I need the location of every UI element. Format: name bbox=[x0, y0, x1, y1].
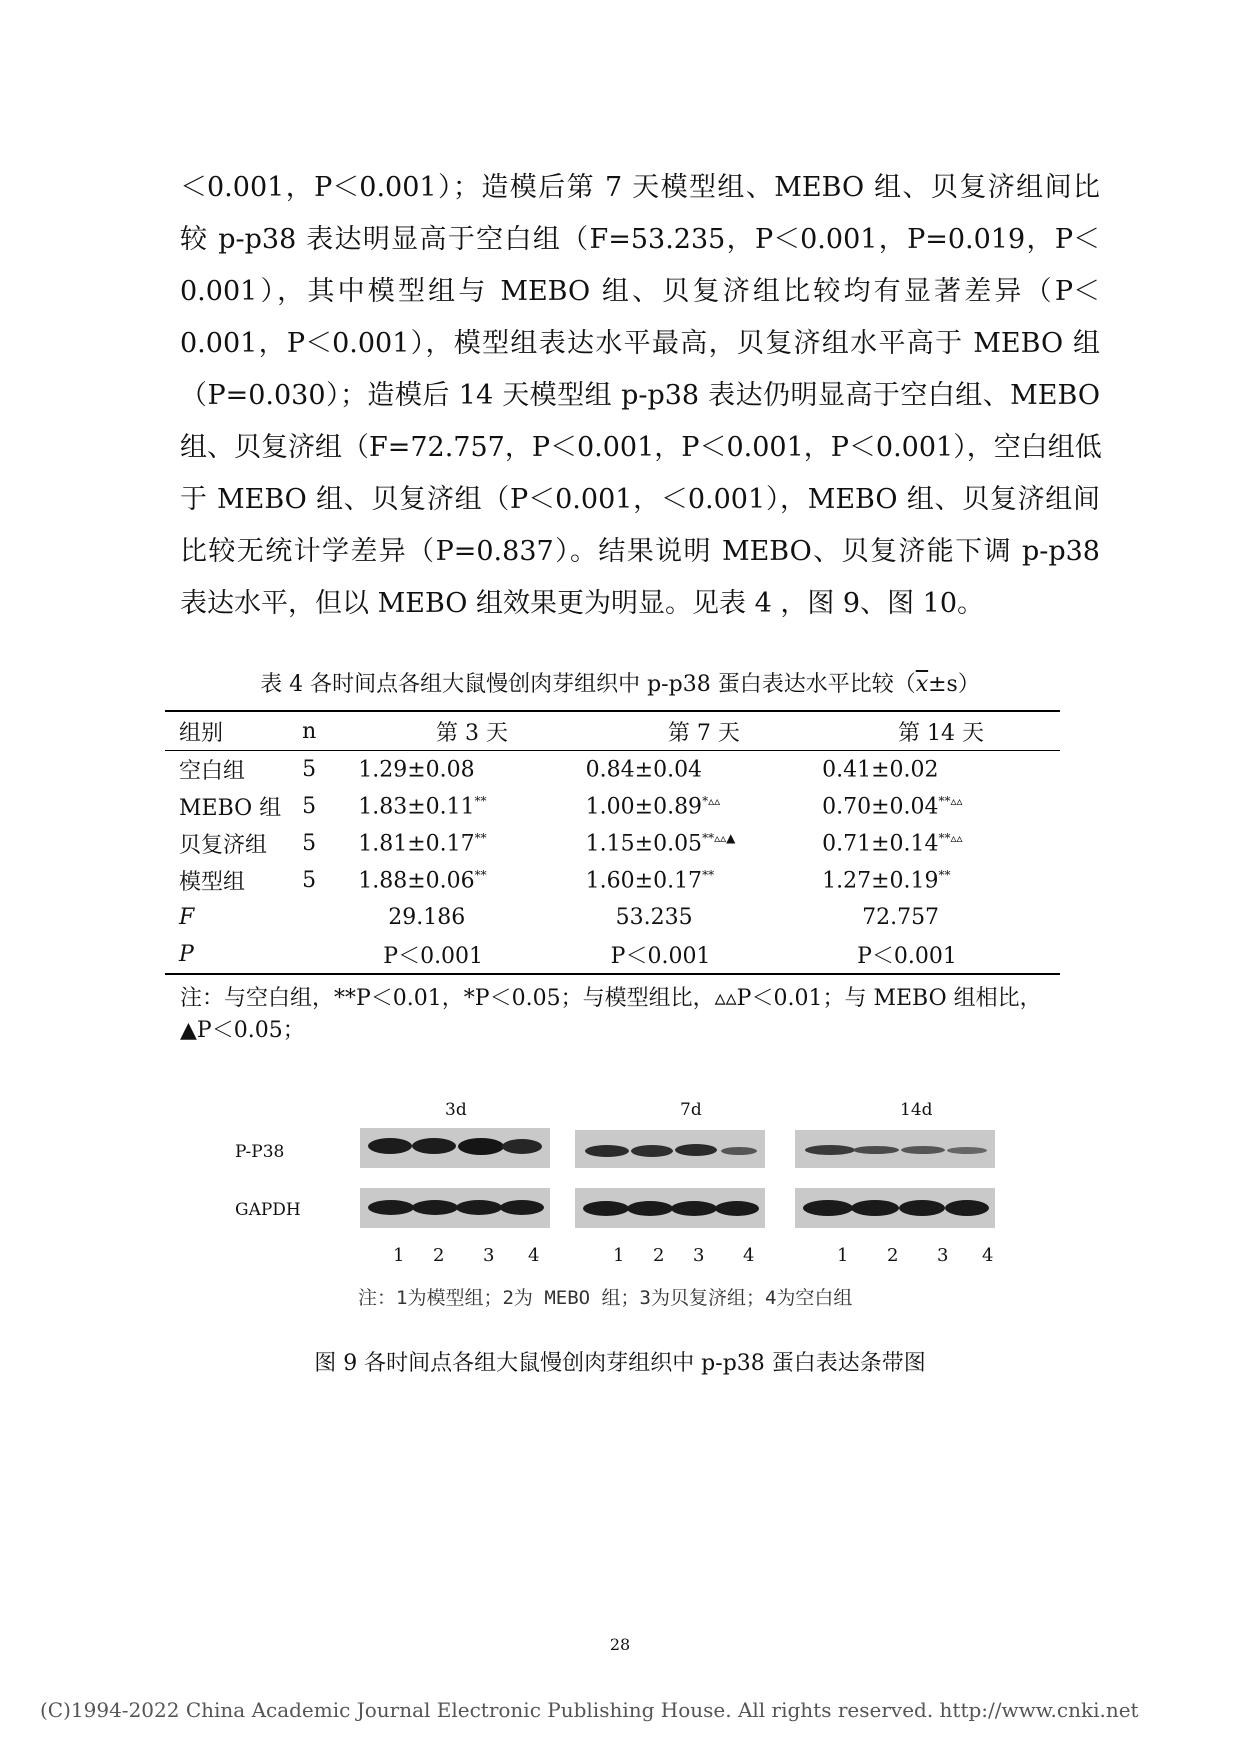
cell-day14 bbox=[822, 862, 1060, 899]
cell-value: 0.70±0.04 bbox=[822, 794, 939, 820]
blot-band bbox=[456, 1200, 502, 1215]
header-day3: 第 3 天 bbox=[435, 720, 508, 746]
cell-day3 bbox=[358, 788, 585, 825]
cell-day14 bbox=[822, 788, 1060, 825]
significance-mark: *▵▵ bbox=[702, 793, 721, 808]
cell-day7 bbox=[586, 751, 822, 789]
lane-number: 3 bbox=[937, 1245, 949, 1266]
row-label-gapdh: GAPDH bbox=[235, 1200, 301, 1220]
data-table bbox=[165, 710, 1060, 975]
cell-empty bbox=[302, 899, 358, 936]
lane-number: 1 bbox=[837, 1245, 849, 1266]
time-label-14d: 14d bbox=[900, 1100, 933, 1120]
blot-band bbox=[583, 1201, 629, 1216]
blot-band bbox=[368, 1138, 412, 1154]
header-n: n bbox=[302, 718, 317, 744]
cell-f-day14: 72.757 bbox=[862, 905, 940, 930]
table-header-row bbox=[165, 711, 1060, 751]
cell-f-day7: 53.235 bbox=[615, 905, 693, 930]
blot-band bbox=[853, 1146, 899, 1154]
significance-mark: **▵▵ bbox=[938, 793, 963, 808]
cell-day14 bbox=[822, 751, 1060, 789]
blot-panel-gapdh-14d bbox=[795, 1188, 995, 1228]
blot-panel-pp38-3d bbox=[360, 1128, 550, 1168]
significance-mark: ** bbox=[702, 867, 715, 882]
blot-band bbox=[675, 1144, 717, 1156]
significance-mark: ** bbox=[474, 867, 487, 882]
time-label-7d: 7d bbox=[680, 1100, 702, 1120]
table-note-line: 注：与空白组，**P＜0.01，*P＜0.05；与模型组比，▵▵P＜0.01；与 MEBO 组相比， bbox=[180, 986, 1042, 1011]
paragraph-line: 于 MEBO 组、贝复济组（P＜0.001，＜0.001），MEBO 组、贝复济组间 bbox=[180, 484, 1100, 515]
significance-mark: ** bbox=[474, 793, 487, 808]
table-row-p bbox=[165, 936, 1060, 974]
cell-day14 bbox=[822, 825, 1060, 862]
table-row bbox=[165, 788, 1060, 825]
blot-band bbox=[715, 1201, 759, 1216]
paragraph-line: 组、贝复济组（F=72.757，P＜0.001，P＜0.001，P＜0.001），空白组低 bbox=[180, 432, 1102, 463]
lane-number: 1 bbox=[613, 1245, 625, 1266]
paragraph-line: 表达水平，但以 MEBO 组效果更为明显。见表 4 ，图 9、图 10。 bbox=[180, 588, 985, 619]
table-row bbox=[165, 751, 1060, 789]
table-row bbox=[165, 862, 1060, 899]
paragraph-line: ＜0.001，P＜0.001）；造模后第 7 天模型组、MEBO 组、贝复济组间比 bbox=[180, 172, 1100, 203]
cell-f-day3: 29.186 bbox=[388, 905, 466, 930]
blot-panel-gapdh-3d bbox=[360, 1188, 550, 1228]
cell-value: 0.71±0.14 bbox=[822, 831, 939, 857]
cell-day7 bbox=[586, 862, 822, 899]
significance-mark: **▵▵ bbox=[938, 830, 963, 845]
table-caption-xbar: $\overline{x}$ bbox=[915, 672, 929, 697]
data-table-wrapper bbox=[165, 710, 1060, 975]
significance-mark: **▵▵▲ bbox=[702, 830, 736, 845]
cell-value: 1.81±0.17 bbox=[358, 831, 475, 857]
blot-band bbox=[947, 1147, 987, 1154]
lane-number: 2 bbox=[433, 1245, 445, 1266]
table-row-f bbox=[165, 899, 1060, 936]
blot-band bbox=[803, 1200, 853, 1216]
blot-band bbox=[412, 1138, 456, 1154]
row-label-pp38: P-P38 bbox=[235, 1142, 285, 1162]
cell-group: 贝复济组 bbox=[179, 833, 268, 858]
cell-n: 5 bbox=[302, 757, 317, 782]
cell-n: 5 bbox=[302, 868, 317, 893]
cell-group: MEBO 组 bbox=[179, 796, 282, 821]
header-group: 组别 bbox=[179, 720, 224, 746]
table-note-line: ▲P＜0.05； bbox=[180, 1018, 305, 1043]
cell-p-day7: P＜0.001 bbox=[610, 944, 711, 969]
lane-number: 4 bbox=[743, 1245, 755, 1266]
cell-value: 0.41±0.02 bbox=[822, 757, 939, 783]
body-paragraph bbox=[180, 162, 1100, 630]
table-row bbox=[165, 825, 1060, 862]
paragraph-line: （P=0.030）；造模后 14 天模型组 p-p38 表达仍明显高于空白组、MEBO bbox=[180, 380, 1100, 411]
cell-value: 1.83±0.11 bbox=[358, 794, 475, 820]
blot-panel-pp38-14d bbox=[795, 1130, 995, 1168]
header-day7: 第 7 天 bbox=[667, 720, 740, 746]
blot-panel-pp38-7d bbox=[575, 1130, 765, 1168]
cell-value: 1.29±0.08 bbox=[358, 757, 475, 783]
cell-value: 1.88±0.06 bbox=[358, 868, 475, 894]
blot-band bbox=[631, 1145, 673, 1157]
cell-day7 bbox=[586, 788, 822, 825]
table-caption-suffix: ±s） bbox=[928, 672, 980, 697]
cell-value: 1.00±0.89 bbox=[585, 794, 703, 820]
cell-value: 1.27±0.19 bbox=[822, 868, 939, 894]
lane-number: 4 bbox=[528, 1245, 540, 1266]
significance-mark: ** bbox=[474, 830, 487, 845]
cell-f-label: F bbox=[179, 905, 195, 930]
cell-day3 bbox=[358, 825, 585, 862]
lane-number: 2 bbox=[653, 1245, 665, 1266]
figure-note: 注：1为模型组；2为 MEBO 组；3为贝复济组；4为空白组 bbox=[358, 1287, 853, 1309]
blot-band bbox=[502, 1139, 542, 1154]
cell-value: 0.84±0.04 bbox=[585, 757, 703, 783]
cell-p-day14: P＜0.001 bbox=[857, 944, 957, 969]
cell-day3 bbox=[358, 751, 585, 789]
cell-p-day3: P＜0.001 bbox=[383, 944, 484, 969]
paragraph-line: 较 p-p38 表达明显高于空白组（F=53.235，P＜0.001，P=0.019，P＜ bbox=[180, 224, 1100, 255]
blot-band bbox=[458, 1138, 504, 1155]
copyright-footer: (C)1994-2022 China Academic Journal Electronic Publishing House. All rights reserved. http://www.cnki.net bbox=[40, 1698, 1139, 1722]
blot-band bbox=[899, 1200, 945, 1216]
blot-panel-gapdh-7d bbox=[575, 1188, 765, 1228]
lane-number: 3 bbox=[483, 1245, 495, 1266]
cell-day7 bbox=[586, 825, 822, 862]
blot-band bbox=[412, 1200, 458, 1215]
blot-band bbox=[500, 1200, 544, 1215]
table-note bbox=[180, 983, 1100, 1047]
blot-band bbox=[851, 1200, 899, 1216]
cell-group: 模型组 bbox=[179, 870, 246, 895]
figure-caption: 图 9 各时间点各组大鼠慢创肉芽组织中 p-p38 蛋白表达条带图 bbox=[314, 1351, 926, 1376]
blot-band bbox=[901, 1146, 945, 1154]
lane-number: 1 bbox=[393, 1245, 405, 1266]
header-day14: 第 14 天 bbox=[898, 720, 985, 746]
western-blot-figure bbox=[230, 1100, 1030, 1350]
paragraph-line: 比较无统计学差异（P=0.837）。结果说明 MEBO、贝复济能下调 p-p38 bbox=[180, 536, 1100, 567]
significance-mark: ** bbox=[938, 867, 951, 882]
blot-band bbox=[721, 1147, 757, 1155]
blot-band bbox=[627, 1201, 673, 1216]
lane-number: 2 bbox=[887, 1245, 899, 1266]
blot-band bbox=[585, 1145, 629, 1157]
blot-band bbox=[805, 1145, 855, 1155]
time-label-3d: 3d bbox=[445, 1100, 467, 1120]
table-caption bbox=[180, 667, 1060, 698]
cell-value: 1.15±0.05 bbox=[585, 831, 703, 857]
cell-empty bbox=[302, 936, 358, 974]
blot-band bbox=[671, 1201, 717, 1216]
lane-number: 4 bbox=[982, 1245, 994, 1266]
table-caption-prefix: 表 4 各时间点各组大鼠慢创肉芽组织中 p-p38 蛋白表达水平比较（ bbox=[260, 672, 916, 697]
paragraph-line: 0.001，P＜0.001），模型组表达水平最高，贝复济组水平高于 MEBO 组 bbox=[180, 328, 1100, 359]
lane-number: 3 bbox=[693, 1245, 705, 1266]
cell-day3 bbox=[358, 862, 585, 899]
blot-band bbox=[945, 1200, 989, 1216]
cell-n: 5 bbox=[302, 831, 317, 856]
cell-group: 空白组 bbox=[179, 759, 246, 784]
cell-p-label: P bbox=[179, 942, 194, 967]
paragraph-line: 0.001），其中模型组与 MEBO 组、贝复济组比较均有显著差异（P＜ bbox=[180, 276, 1100, 307]
cell-value: 1.60±0.17 bbox=[585, 868, 703, 894]
cell-n: 5 bbox=[302, 794, 317, 819]
blot-band bbox=[368, 1200, 414, 1215]
page-number: 28 bbox=[609, 1635, 631, 1654]
